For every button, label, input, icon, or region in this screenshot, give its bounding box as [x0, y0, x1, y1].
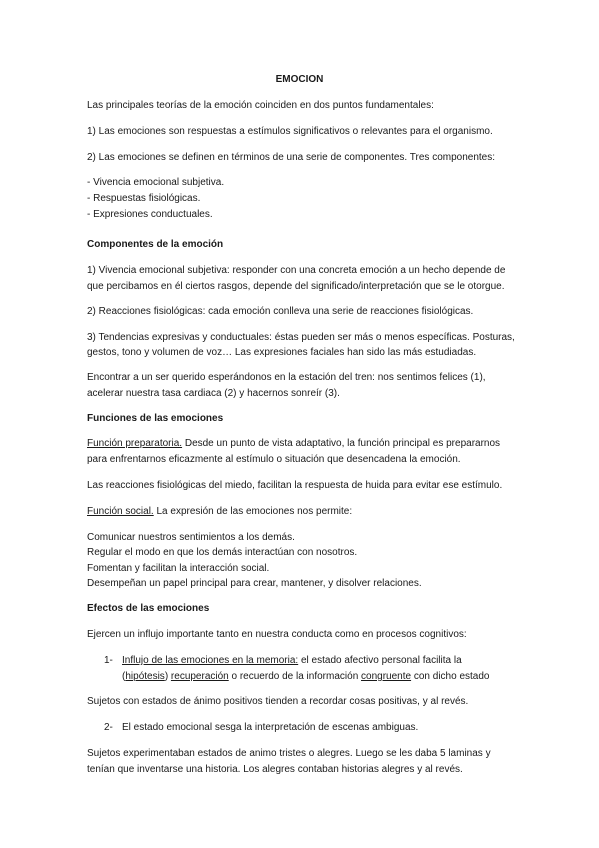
item-text: el estado afectivo personal facilita la: [298, 655, 462, 666]
numbered-item: [122, 654, 462, 667]
paragraph-line: 3) Tendencias expresivas y conductuales: éstas pueden ser más o menos específicas. Posturas,: [87, 332, 515, 343]
paragraph-line: 2) Reacciones fisiológicas: cada emoción conlleva una serie de reacciones fisiológicas.: [87, 306, 474, 317]
paragraph-text: La expresión de las emociones nos permite:: [153, 506, 353, 517]
list-item: Regular el modo en que los demás interactúan con nosotros.: [87, 547, 358, 558]
list-item: - Respuestas fisiológicas.: [87, 193, 201, 204]
paragraph-line: que percibamos en él ciertos rasgos, depende del significado/interpretación que se le otorgue.: [87, 281, 505, 292]
underlined-term: recuperación: [170, 671, 229, 682]
paragraph-line: Encontrar a un ser querido esperándonos en la estación del tren: nos sentimos felices (1),: [87, 372, 486, 383]
point-2: 2) Las emociones se definen en términos de una serie de componentes. Tres componentes:: [87, 152, 496, 163]
paragraph-line: [87, 437, 500, 450]
paragraph-line: Sujetos con estados de ánimo positivos tienden a recordar cosas positivas, y al revés.: [87, 696, 469, 707]
numbered-item-continuation: [122, 670, 489, 683]
point-1: 1) Las emociones son respuestas a estímulos significativos o relevantes para el organismo.: [87, 126, 493, 137]
intro-paragraph: Las principales teorías de la emoción coinciden en dos puntos fundamentales:: [87, 100, 434, 111]
paragraph-line: [87, 505, 352, 518]
text-fragment: o recuerdo de la información: [228, 671, 362, 682]
paragraph-line: gestos, tono y volumen de voz… Las expresiones faciales han sido las más estudiadas.: [87, 347, 477, 358]
list-number: 1-: [104, 655, 113, 666]
list-item: - Vivencia emocional subjetiva.: [87, 177, 225, 188]
list-item: - Expresiones conductuales.: [87, 209, 213, 220]
function-label: Función preparatoria.: [87, 438, 183, 449]
section-heading-efectos: Efectos de las emociones: [87, 603, 210, 614]
text-fragment: con dicho estado: [411, 671, 490, 682]
list-item: Comunicar nuestros sentimientos a los demás.: [87, 532, 295, 543]
list-number: 2-: [104, 722, 113, 733]
paragraph-line: tenían que inventarse una historia. Los alegres contaban historias alegres y al revés.: [87, 764, 463, 775]
section-heading-funciones: Funciones de las emociones: [87, 413, 224, 424]
paragraph-line: Ejercen un influjo importante tanto en nuestra conducta como en procesos cognitivos:: [87, 629, 467, 640]
underlined-term: hipótesis: [125, 671, 165, 682]
paragraph-line: 1) Vivencia emocional subjetiva: responder con una concreta emoción a un hecho depende de: [87, 265, 506, 276]
paragraph-line: acelerar nuestra tasa cardiaca (2) y hacernos sonreír (3).: [87, 388, 340, 399]
function-label: Función social.: [87, 506, 154, 517]
text-fragment: (: [122, 671, 126, 682]
item-label: Influjo de las emociones en la memoria:: [122, 655, 299, 666]
underlined-term: congruente: [361, 671, 412, 682]
list-item: Desempeñan un papel principal para crear, mantener, y disolver relaciones.: [87, 578, 422, 589]
list-item: Fomentan y facilitan la interacción social.: [87, 563, 270, 574]
paragraph-line: Sujetos experimentaban estados de animo tristes o alegres. Luego se les daba 5 laminas y: [87, 748, 491, 759]
numbered-item: El estado emocional sesga la interpretación de escenas ambiguas.: [122, 722, 419, 733]
paragraph-text: Desde un punto de vista adaptativo, la función principal es prepararnos: [182, 438, 501, 449]
section-heading-componentes: Componentes de la emoción: [87, 239, 224, 250]
page-title: EMOCION: [275, 74, 324, 85]
paragraph-line: para enfrentarnos eficazmente al estímulo o situación que desencadena la emoción.: [87, 454, 461, 465]
paragraph-line: Las reacciones fisiológicas del miedo, facilitan la respuesta de huida para evitar ese estímulo.: [87, 480, 503, 491]
text-fragment: ): [164, 671, 171, 682]
